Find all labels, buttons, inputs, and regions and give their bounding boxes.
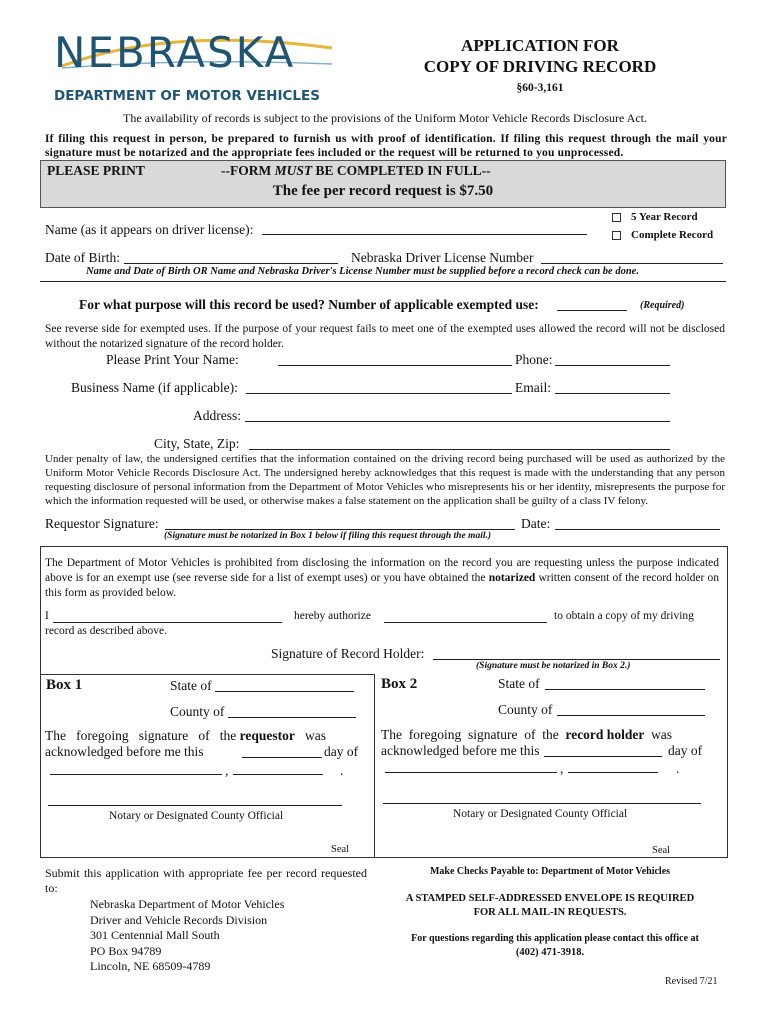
envelope-line2: FOR ALL MAIL-IN REQUESTS.: [473, 907, 627, 918]
box-2-text-a: The foregoing signature of the: [381, 727, 559, 742]
box-2-text-b: was: [651, 727, 673, 742]
box-2-period: .: [676, 761, 680, 776]
box-2-county-field[interactable]: [557, 715, 705, 716]
authorize-label: hereby authorize: [294, 610, 371, 622]
option-label: 5 Year Record: [631, 211, 698, 223]
box-1-period: .: [340, 763, 344, 778]
dmv-logo: [50, 28, 340, 108]
box-2-notary-label: Notary or Designated County Official: [453, 808, 628, 820]
box-1-day-of: day of: [324, 744, 359, 759]
please-print-label: PLEASE PRINT: [47, 163, 145, 178]
fee-label: The fee per record request is $7.50: [272, 183, 494, 199]
address-line: Nebraska Department of Motor Vehicles: [90, 897, 285, 911]
phone-field[interactable]: [555, 365, 670, 366]
requestor-sig-label: Requestor Signature:: [45, 516, 159, 531]
business-field[interactable]: [246, 393, 512, 394]
license-label: Nebraska Driver License Number: [351, 250, 534, 265]
form-complete-label: --FORM MUST BE COMPLETED IN FULL--: [221, 163, 491, 178]
box-1-text-a: The foregoing signature of the: [45, 728, 237, 743]
box-1-ack-text: [45, 728, 326, 744]
i-label: I: [45, 610, 49, 622]
box-2-year-field[interactable]: [568, 772, 658, 773]
authorizer-name-field[interactable]: [53, 622, 282, 623]
penalty-text: Under penalty of law, the undersigned certifies that the information contained on the driving record being purchased will be used as authorized by the Uniform Motor Vehicle Records Disclosure Act. The undersigned hereby acknowledges that this request is made with the understanding that any person requesting disclosure of personal information from the Department of Motor Vehicles who misrepresents his or her identity, misrepresents the purpose for which the information requested will be used, or otherwise makes a false statement on the application shall be guilty of a class IV felony.: [45, 453, 725, 507]
name-field[interactable]: [262, 234, 587, 235]
purpose-question: For what purpose will this record be used? Number of applicable exempted use:: [79, 297, 539, 312]
box-1-notary-label: Notary or Designated County Official: [109, 810, 284, 822]
authorized-party-field[interactable]: [384, 622, 547, 623]
city-label: City, State, Zip:: [154, 436, 240, 451]
box-2-seal-label: Seal: [652, 845, 671, 856]
form-title-line1: APPLICATION FOR: [461, 36, 619, 55]
holder-sig-label: Signature of Record Holder:: [271, 646, 425, 661]
box-2-ack-before: acknowledged before me this: [381, 743, 540, 758]
box-1-notary-sig-field[interactable]: [48, 805, 342, 806]
box-2-comma: ,: [560, 761, 564, 776]
license-field[interactable]: [541, 263, 723, 264]
box-1-county-label: County of: [170, 704, 225, 719]
consent-text: The Department of Motor Vehicles is prohibited from disclosing the information on the record you are requesting unless the purpose indicated above is for an exempt use (see reverse side for a list of exempt uses) or you have obtained the notarized written consent of the record holder on this form as provided below.: [45, 557, 719, 599]
address-line: Driver and Vehicle Records Division: [90, 912, 268, 927]
box-1-county-field[interactable]: [228, 717, 356, 718]
required-label: (Required): [640, 300, 685, 311]
box-1-ack-before: acknowledged before me this: [45, 744, 204, 759]
business-label: Business Name (if applicable):: [71, 380, 238, 395]
box-1-text-b: was: [304, 728, 326, 743]
obtain-label: to obtain a copy of my driving: [554, 610, 694, 622]
date-label: Date:: [521, 516, 551, 531]
holder-sig-field[interactable]: [433, 659, 720, 660]
dob-field[interactable]: [124, 263, 338, 264]
fee-banner: [40, 160, 726, 208]
address-field[interactable]: [245, 421, 670, 422]
checks-payable: Make Checks Payable to: Department of Motor Vehicles: [429, 866, 671, 877]
address-line: 301 Centennial Mall South: [90, 928, 220, 942]
box-1-day-field[interactable]: [242, 757, 322, 758]
box-1-month-field[interactable]: [50, 774, 222, 775]
box-2-county-label: County of: [498, 702, 553, 717]
box-2-state-label: State of: [498, 676, 540, 691]
logo-word: NEBRASKA: [54, 28, 296, 77]
supply-note: Name and Date of Birth OR Name and Nebraska Driver's License Number must be supplied before a record check can be done.: [86, 266, 639, 277]
box-1: [40, 674, 375, 857]
print-name-label: Please Print Your Name:: [106, 352, 239, 367]
phone-label: Phone:: [515, 352, 553, 367]
record-desc: record as described above.: [45, 625, 167, 637]
questions-text: For questions regarding this application please contact this office at: [411, 933, 699, 944]
address-label: Address:: [193, 408, 241, 423]
address-line: Lincoln, NE 68509-4789: [90, 959, 211, 973]
revised-date: Revised 7/21: [665, 976, 718, 987]
notarize-note-2: (Signature must be notarized in Box 2.): [476, 661, 631, 671]
email-field[interactable]: [555, 393, 670, 394]
box-2-ack-text: [381, 727, 672, 743]
statute: §60-3,161: [516, 82, 564, 94]
checkbox-icon[interactable]: [612, 213, 621, 222]
box-1-comma: ,: [225, 763, 229, 778]
email-label: Email:: [515, 380, 551, 395]
purpose-note: See reverse side for exempted uses. If the purpose of your request fails to meet one of the exempted uses allowed the record will not be disclosed without the notarized signature of the record holder.: [45, 323, 725, 350]
box-2-state-field[interactable]: [545, 689, 705, 690]
box-1-title: Box 1: [46, 677, 83, 693]
city-field[interactable]: [249, 449, 670, 450]
mailing-address: [90, 897, 284, 975]
requestor-sig-field[interactable]: [165, 529, 515, 530]
box-1-state-label: State of: [170, 678, 212, 693]
date-field[interactable]: [555, 529, 720, 530]
contact-phone: (402) 471-3918.: [515, 947, 585, 958]
notarize-note-1: (Signature must be notarized in Box 1 below if filing this request through the mail.): [164, 531, 492, 541]
logo-subtitle: DEPARTMENT OF MOTOR VEHICLES: [54, 88, 320, 104]
box-2-month-field[interactable]: [385, 772, 557, 773]
box-1-state-field[interactable]: [215, 691, 354, 692]
instruction-text: If filing this request in person, be prepared to furnish us with proof of identification. If filing this request through the mail your signature must be notarized and the appropriate fees included or the request will be returned to you unprocessed.: [45, 133, 727, 159]
exempt-use-field[interactable]: [557, 310, 627, 311]
checkbox-icon[interactable]: [612, 231, 621, 240]
print-name-field[interactable]: [278, 365, 512, 366]
box-2-day-of: day of: [668, 743, 703, 758]
box-2-role: record holder: [565, 727, 645, 742]
submit-text: Submit this application with appropriate fee per record requested to:: [45, 866, 367, 895]
address-line: PO Box 94789: [90, 943, 162, 958]
option-label: Complete Record: [631, 229, 714, 241]
box-1-role: requestor: [239, 728, 295, 743]
box-2-notary-sig-field[interactable]: [383, 803, 701, 804]
box-1-year-field[interactable]: [233, 774, 323, 775]
envelope-line1: A STAMPED SELF-ADDRESSED ENVELOPE IS REQUIRED: [405, 893, 695, 904]
form-title-line2: COPY OF DRIVING RECORD: [423, 57, 657, 76]
availability-text: The availability of records is subject to the provisions of the Uniform Motor Vehicle Records Disclosure Act.: [123, 111, 647, 125]
box-1-seal-label: Seal: [331, 844, 350, 855]
box-2-title: Box 2: [381, 676, 418, 692]
divider: [40, 281, 726, 282]
name-label: Name (as it appears on driver license):: [45, 222, 254, 237]
option-complete[interactable]: [612, 229, 713, 241]
dob-label: Date of Birth:: [45, 250, 120, 265]
option-5-year[interactable]: [612, 211, 698, 223]
box-2-day-field[interactable]: [544, 756, 662, 757]
